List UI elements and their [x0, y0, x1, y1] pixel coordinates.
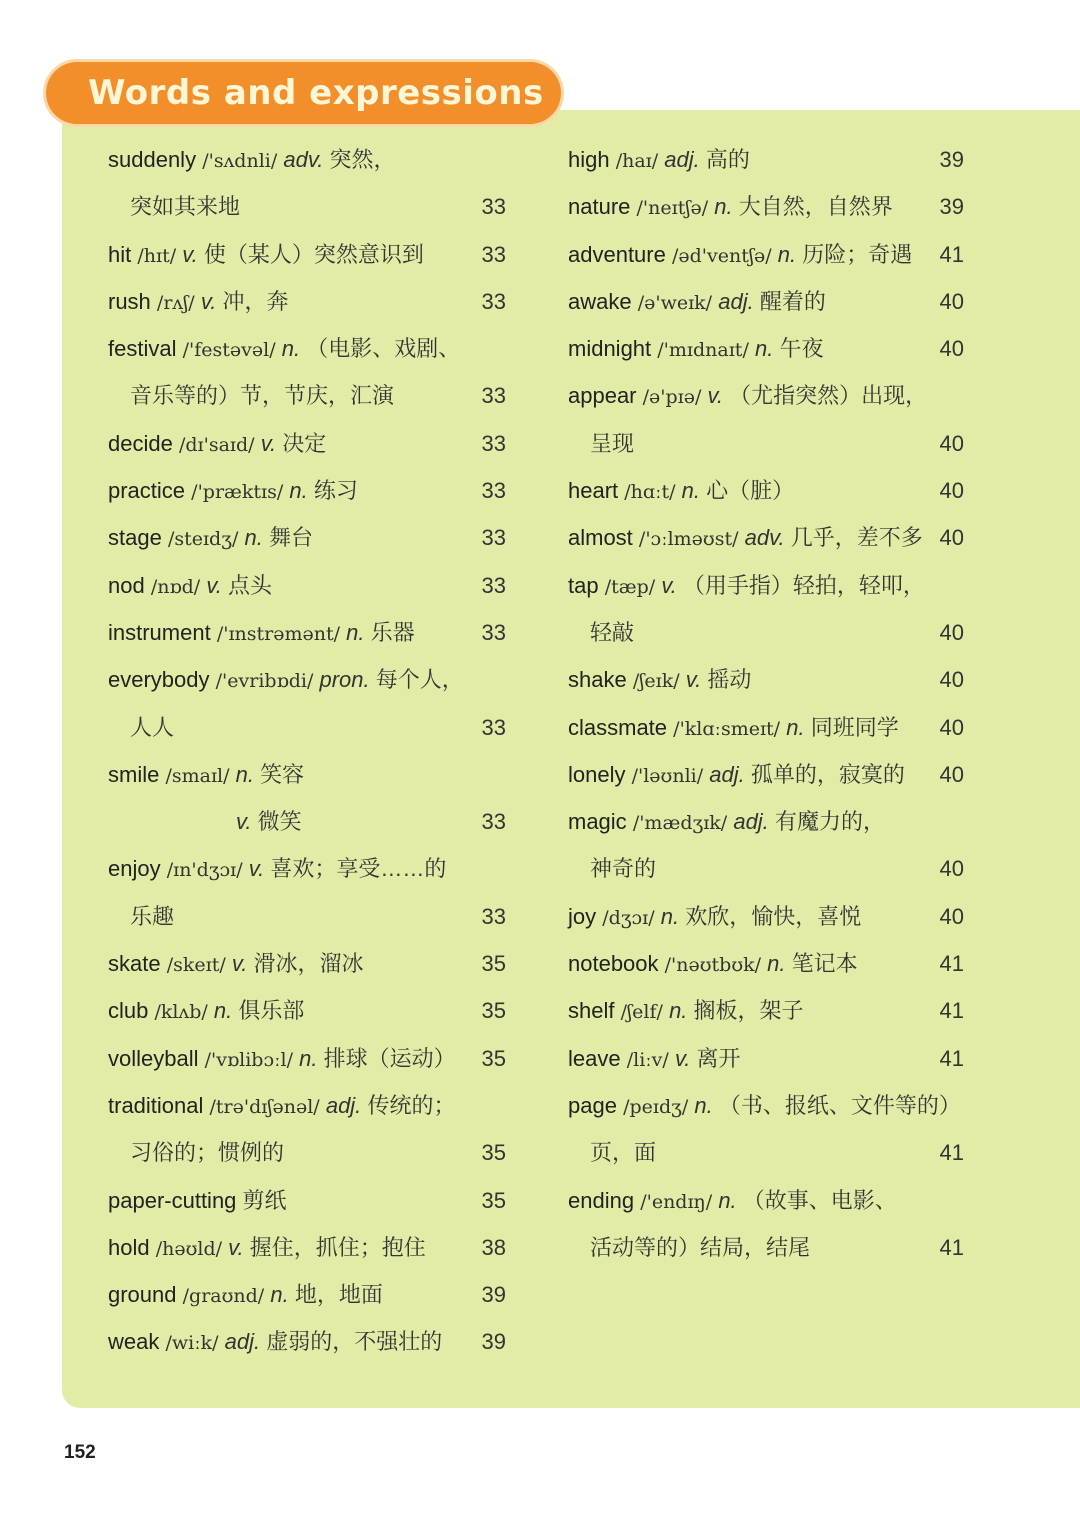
vocab-page-ref: 39	[481, 1282, 506, 1308]
vocab-page-ref: 40	[939, 288, 964, 314]
vocab-definition: 传统的；	[367, 1092, 456, 1118]
vocab-entry	[568, 467, 964, 514]
vocab-entry	[108, 514, 506, 561]
vocab-phonetic: /'ɔːlməʊst/	[638, 528, 739, 551]
vocab-definition: 突如其来地	[130, 194, 241, 220]
vocab-word: ground	[108, 1282, 177, 1308]
vocab-entry	[568, 420, 964, 467]
vocab-phonetic: /'ɪnstrəmənt/	[216, 622, 341, 645]
vocab-entry	[108, 231, 506, 278]
vocab-part-of-speech: n.	[660, 903, 680, 929]
vocab-word: awake	[568, 288, 632, 314]
vocab-definition: 使（某人）突然意识到	[203, 241, 424, 267]
vocab-phonetic: /nɒd/	[150, 575, 201, 598]
vocab-definition: 心（脏）	[706, 478, 795, 504]
vocab-page-ref: 35	[481, 1187, 506, 1213]
vocab-page-ref: 33	[481, 619, 506, 645]
vocab-part-of-speech: v.	[248, 856, 265, 882]
vocab-page-ref: 41	[939, 951, 964, 977]
vocab-word: decide	[108, 430, 173, 456]
vocab-page-ref: 33	[481, 714, 506, 740]
vocab-word: rush	[108, 288, 151, 314]
vocab-entry	[108, 1318, 506, 1365]
vocab-entry	[568, 1129, 964, 1176]
vocab-entry	[108, 562, 506, 609]
vocab-entry	[108, 136, 506, 183]
vocab-word: stage	[108, 525, 162, 551]
vocab-definition: 人人	[130, 714, 175, 740]
vocab-page-ref: 40	[939, 525, 964, 551]
vocab-entry	[568, 136, 964, 183]
vocab-word: leave	[568, 1045, 621, 1071]
vocab-word: shake	[568, 667, 627, 693]
vocab-part-of-speech: n.	[777, 241, 797, 267]
vocab-page-ref: 41	[939, 241, 964, 267]
vocab-page-ref: 33	[481, 288, 506, 314]
vocab-entry	[108, 656, 506, 703]
vocab-part-of-speech: n.	[694, 1092, 713, 1118]
vocab-definition: 轻敲	[590, 619, 635, 645]
vocab-part-of-speech: adv.	[744, 525, 785, 551]
vocab-page-ref: 41	[939, 998, 964, 1024]
vocab-part-of-speech: n.	[244, 525, 263, 551]
vocab-entry	[568, 231, 964, 278]
vocab-definition: 摇动	[707, 667, 752, 693]
vocab-entry	[108, 1035, 506, 1082]
vocab-part-of-speech: v.	[236, 809, 252, 835]
vocab-definition: 醒着的	[759, 288, 826, 314]
vocab-part-of-speech: v.	[707, 383, 724, 409]
vocab-part-of-speech: n.	[213, 998, 233, 1024]
vocab-part-of-speech: v.	[200, 288, 217, 314]
vocab-entry	[108, 372, 506, 419]
vocab-word: hold	[108, 1234, 150, 1260]
vocab-phonetic: /'nəʊtbʊk/	[664, 954, 762, 977]
vocab-page-ref: 39	[481, 1329, 506, 1355]
vocab-entry	[568, 514, 964, 561]
vocab-phonetic: /trə'dɪʃənəl/	[209, 1095, 320, 1118]
vocab-part-of-speech: n.	[786, 714, 805, 740]
vocab-page-ref: 33	[481, 383, 506, 409]
vocab-word: festival	[108, 336, 177, 362]
vocab-definition: 喜欢；享受……的	[270, 856, 447, 882]
vocab-page-ref: 35	[481, 951, 506, 977]
vocab-definition: 微笑	[257, 809, 302, 835]
vocab-page-ref: 39	[939, 194, 964, 220]
vocab-definition: 滑冰，溜冰	[253, 951, 364, 977]
vocab-entry	[568, 845, 964, 892]
vocab-definition: （书、报纸、文件等的）	[718, 1092, 961, 1118]
vocab-phonetic: /əd'ventʃə/	[671, 244, 772, 267]
vocab-phonetic: /ʃeɪk/	[632, 670, 680, 693]
vocab-part-of-speech: adj.	[718, 288, 754, 314]
vocab-definition: 乐器	[370, 619, 415, 645]
vocab-page-ref: 39	[939, 147, 964, 172]
vocab-phonetic: /'evribɒdi/	[215, 670, 314, 693]
vocab-definition: 历险；奇遇	[802, 241, 913, 267]
vocab-word: weak	[108, 1329, 160, 1355]
vocab-entry	[108, 1129, 506, 1176]
vocab-word: magic	[568, 809, 627, 835]
vocab-definition: 突然，	[329, 147, 396, 172]
vocab-definition: 同班同学	[810, 714, 899, 740]
vocab-part-of-speech: adv.	[283, 147, 324, 172]
vocab-entry	[108, 278, 506, 325]
vocab-part-of-speech: n.	[714, 194, 733, 220]
vocab-phonetic: /ə'weɪk/	[637, 291, 713, 314]
vocab-definition: 活动等的）结局，结尾	[590, 1234, 811, 1260]
vocab-word: notebook	[568, 951, 659, 977]
vocab-page-ref: 40	[939, 903, 964, 929]
vocab-definition: 习俗的；惯例的	[130, 1140, 285, 1166]
vocab-part-of-speech: n.	[669, 998, 688, 1024]
vocab-definition: 午夜	[779, 336, 824, 362]
vocab-word: adventure	[568, 241, 666, 267]
vocab-entry	[568, 704, 964, 751]
vocab-page-ref: 40	[939, 619, 964, 645]
vocab-word: page	[568, 1092, 617, 1118]
vocab-page-ref: 33	[481, 478, 506, 504]
vocab-definition: 点头	[227, 572, 272, 598]
vocab-part-of-speech: n.	[346, 619, 365, 645]
page-number: 152	[64, 1442, 96, 1463]
vocab-entry	[568, 1224, 964, 1271]
vocab-entry	[568, 1082, 964, 1129]
vocab-definition: 孤单的，寂寞的	[750, 761, 905, 787]
vocab-definition: 离开	[696, 1045, 741, 1071]
vocab-definition: 乐趣	[130, 903, 175, 929]
vocab-phonetic: /'sʌdnli/	[202, 150, 278, 172]
vocab-phonetic: /smaɪl/	[165, 764, 230, 787]
vocab-phonetic: /hɑːt/	[624, 481, 676, 504]
vocab-phonetic: /'mædʒɪk/	[632, 812, 728, 835]
section-title: Words and expressions	[88, 73, 544, 113]
vocab-part-of-speech: n.	[718, 1187, 737, 1213]
vocab-word: smile	[108, 761, 160, 787]
vocab-definition: 练习	[313, 478, 358, 504]
vocab-page-ref: 40	[939, 856, 964, 882]
vocab-part-of-speech: pron.	[319, 667, 370, 693]
vocab-entry	[108, 183, 506, 230]
vocab-definition: （电影、戏剧、	[306, 336, 461, 362]
vocab-definition: 剪纸	[242, 1187, 287, 1213]
vocab-definition: 决定	[282, 430, 327, 456]
vocab-page-ref: 35	[481, 1045, 506, 1071]
vocab-phonetic: /tæp/	[604, 575, 656, 598]
vocab-page-ref: 40	[939, 714, 964, 740]
section-header-tab	[46, 62, 561, 124]
vocab-definition: 大自然，自然界	[738, 194, 893, 220]
vocab-page-ref: 40	[939, 336, 964, 362]
vocab-part-of-speech: n.	[754, 336, 774, 362]
vocab-part-of-speech: n.	[681, 478, 701, 504]
vocab-phonetic: /dʒɔɪ/	[602, 906, 655, 929]
vocab-word: midnight	[568, 336, 652, 362]
vocab-definition: （尤指突然）出现，	[729, 383, 928, 409]
vocab-definition: 音乐等的）节，节庆，汇演	[130, 383, 395, 409]
vocab-part-of-speech: adj.	[709, 761, 745, 787]
vocab-definition: 笑容	[260, 761, 305, 787]
vocab-page-ref: 33	[481, 194, 506, 220]
vocab-page-ref: 41	[939, 1045, 964, 1071]
vocab-part-of-speech: v.	[182, 241, 198, 267]
vocab-word: suddenly	[108, 147, 197, 172]
vocab-part-of-speech: n.	[289, 478, 308, 504]
vocab-phonetic: /'neɪtʃə/	[636, 197, 709, 220]
vocab-phonetic: /graʊnd/	[182, 1285, 265, 1308]
vocab-entry	[568, 609, 964, 656]
vocab-word: nature	[568, 194, 631, 220]
vocab-word: shelf	[568, 998, 615, 1024]
vocab-word: nod	[108, 572, 145, 598]
vocab-word: high	[568, 147, 610, 172]
vocab-word: lonely	[568, 761, 626, 787]
vocab-entry	[568, 798, 964, 845]
vocab-page-ref: 33	[481, 241, 506, 267]
vocab-page-ref: 35	[481, 998, 506, 1024]
vocab-word: ending	[568, 1187, 635, 1213]
vocab-phonetic: /'endɪŋ/	[640, 1190, 713, 1213]
vocab-word: paper-cutting	[108, 1187, 237, 1213]
vocab-page-ref: 33	[481, 572, 506, 598]
vocab-entry	[108, 751, 506, 798]
vocab-entry	[108, 704, 506, 751]
vocab-phonetic: /peɪdʒ/	[623, 1095, 689, 1118]
vocab-entry	[568, 278, 964, 325]
vocab-part-of-speech: adj.	[325, 1092, 362, 1118]
vocab-phonetic: /ə'pɪə/	[642, 386, 702, 409]
vocab-definition: 欢欣，愉快，喜悦	[685, 903, 862, 929]
vocab-word: appear	[568, 383, 637, 409]
vocab-definition: 几乎，差不多	[790, 525, 923, 551]
vocab-definition: 搁板，架子	[693, 998, 804, 1024]
vocab-entry	[568, 940, 964, 987]
vocab-phonetic: /'vɒlibɔːl/	[204, 1048, 293, 1071]
vocab-entry	[108, 940, 506, 987]
vocab-phonetic: /ɪn'dʒɔɪ/	[166, 859, 243, 882]
vocab-entry	[568, 1177, 964, 1224]
vocab-entry	[108, 987, 506, 1034]
vocab-entry	[568, 751, 964, 798]
vocab-part-of-speech: v.	[231, 951, 248, 977]
vocab-entry	[108, 893, 506, 940]
vocab-part-of-speech: v.	[228, 1234, 244, 1260]
vocab-phonetic: /rʌʃ/	[156, 291, 195, 314]
vocab-definition: 虚弱的，不强壮的	[266, 1329, 443, 1355]
vocab-phonetic: /'præktɪs/	[191, 481, 284, 504]
vocab-word: hit	[108, 241, 132, 267]
vocab-page-ref: 33	[481, 525, 506, 551]
vocab-page-ref: 33	[481, 903, 506, 929]
vocab-entry	[568, 893, 964, 940]
vocab-phonetic: /wiːk/	[165, 1332, 219, 1355]
vocab-page-ref: 40	[939, 761, 964, 787]
vocab-definition: 笔记本	[791, 951, 858, 977]
vocab-phonetic: /klʌb/	[154, 1001, 208, 1024]
vocab-word: traditional	[108, 1092, 204, 1118]
vocab-definition: 舞台	[268, 525, 313, 551]
vocab-word: heart	[568, 478, 619, 504]
vocab-entry	[568, 987, 964, 1034]
vocab-part-of-speech: n.	[235, 761, 255, 787]
vocab-definition: 每个人，	[375, 667, 464, 693]
vocab-entry	[108, 1177, 506, 1224]
vocab-entry	[568, 325, 964, 372]
vocab-word: club	[108, 998, 149, 1024]
vocab-phonetic: /'klɑːsmeɪt/	[673, 717, 781, 740]
vocab-entry	[108, 325, 506, 372]
vocab-definition: 排球（运动）	[323, 1045, 456, 1071]
vocab-part-of-speech: v.	[260, 430, 277, 456]
vocab-page-ref: 40	[939, 478, 964, 504]
vocab-entry	[568, 372, 964, 419]
vocab-definition: 页，面	[590, 1140, 657, 1166]
vocab-word: volleyball	[108, 1045, 199, 1071]
vocab-entry	[568, 1035, 964, 1082]
vocab-phonetic: /ʃelf/	[620, 1001, 663, 1024]
vocab-page-ref: 35	[481, 1140, 506, 1166]
vocab-definition: 呈现	[590, 430, 635, 456]
vocab-part-of-speech: n.	[281, 336, 301, 362]
vocab-phonetic: /həʊld/	[155, 1237, 223, 1260]
vocab-entry	[568, 183, 964, 230]
vocab-part-of-speech: adj.	[733, 809, 769, 835]
vocab-page-ref: 33	[481, 809, 506, 835]
vocab-word: practice	[108, 478, 186, 504]
vocab-part-of-speech: n.	[270, 1282, 289, 1308]
vocab-word: tap	[568, 572, 599, 598]
vocab-entry	[108, 798, 506, 845]
vocab-phonetic: /dɪ'saɪd/	[178, 433, 255, 456]
vocab-phonetic: /'festəvəl/	[182, 339, 276, 362]
vocab-definition: 地，地面	[294, 1282, 383, 1308]
vocab-part-of-speech: v.	[685, 667, 702, 693]
vocab-part-of-speech: adj.	[664, 147, 700, 172]
vocab-definition: 高的	[705, 147, 750, 172]
vocab-entry	[108, 420, 506, 467]
vocab-page-ref: 33	[481, 430, 506, 456]
vocab-word: skate	[108, 951, 161, 977]
vocab-part-of-speech: v.	[206, 572, 222, 598]
vocab-definition: 俱乐部	[238, 998, 305, 1024]
right-word-column	[568, 136, 964, 1271]
vocab-word: instrument	[108, 619, 211, 645]
vocab-definition: 握住，抓住；抱住	[249, 1234, 426, 1260]
vocab-part-of-speech: adj.	[224, 1329, 261, 1355]
vocab-entry	[568, 656, 964, 703]
vocab-phonetic: /haɪ/	[615, 150, 659, 172]
vocab-page-ref: 40	[939, 430, 964, 456]
vocab-part-of-speech: n.	[299, 1045, 318, 1071]
vocab-word: joy	[568, 903, 597, 929]
vocab-page-ref: 40	[939, 667, 964, 693]
vocab-definition: 神奇的	[590, 856, 657, 882]
vocab-phonetic: /'mɪdnaɪt/	[657, 339, 749, 362]
vocab-word: classmate	[568, 714, 668, 740]
vocab-entry	[108, 1224, 506, 1271]
vocab-entry	[108, 1082, 506, 1129]
vocab-definition: （用手指）轻拍，轻叩，	[682, 572, 925, 598]
vocab-entry	[108, 609, 506, 656]
vocab-definition: （故事、电影、	[742, 1187, 897, 1213]
vocab-phonetic: /skeɪt/	[166, 954, 226, 977]
left-word-column	[108, 136, 506, 1366]
vocab-definition: 有魔力的，	[774, 809, 885, 835]
vocab-entry	[108, 467, 506, 514]
vocab-entry	[108, 845, 506, 892]
vocab-word: everybody	[108, 667, 210, 693]
vocab-word: enjoy	[108, 856, 161, 882]
vocab-page-ref: 41	[939, 1140, 964, 1166]
vocab-phonetic: /steɪdʒ/	[167, 528, 239, 551]
vocab-definition: 冲，奔	[222, 288, 289, 314]
vocab-part-of-speech: v.	[661, 572, 677, 598]
vocab-phonetic: /hɪt/	[137, 244, 177, 267]
vocab-page-ref: 38	[481, 1234, 506, 1260]
vocab-part-of-speech: v.	[674, 1045, 691, 1071]
vocab-entry	[108, 1271, 506, 1318]
vocab-part-of-speech: n.	[767, 951, 786, 977]
vocab-page-ref: 41	[939, 1234, 964, 1260]
vocab-phonetic: /'ləʊnli/	[631, 764, 704, 787]
vocab-word: almost	[568, 525, 633, 551]
vocab-phonetic: /liːv/	[626, 1048, 669, 1071]
vocab-entry	[568, 562, 964, 609]
